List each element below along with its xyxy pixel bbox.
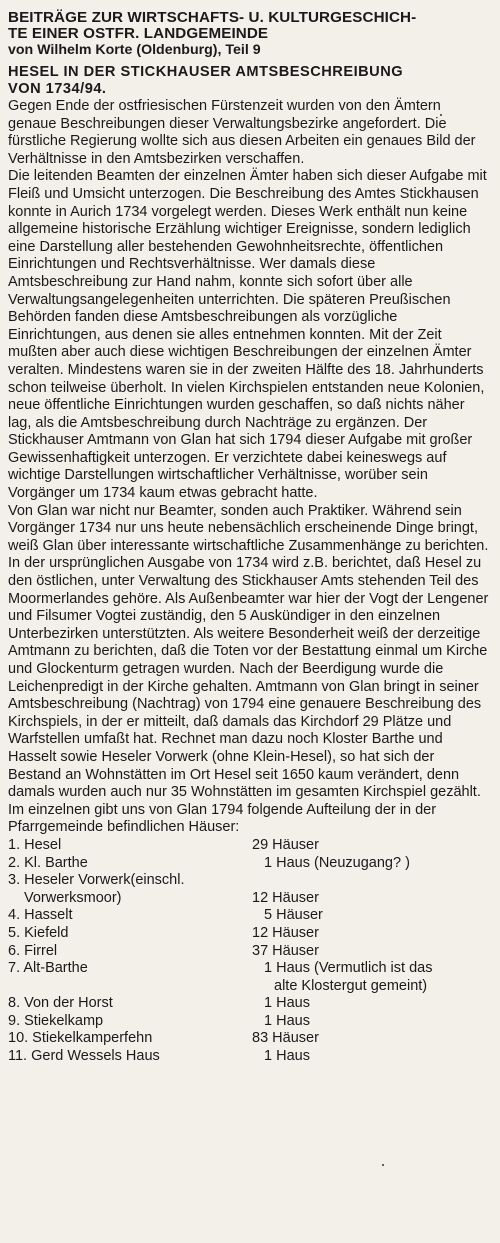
house-count: 1 Haus	[264, 1048, 310, 1065]
house-place: 2. Kl. Barthe	[8, 854, 88, 871]
paragraph-4: In der ursprünglichen Ausgabe von 1734 wird z.B. berichtet, daß Hesel zu den östlichen, unter Verwaltung des Stickhauser Amts stehenden Teil des Moormerlandes gehöre. Als Außenbeamter war hier der Vogt der Lengener und Filsumer Vogtei zuständig, den 5 Auskündiger in den einzelnen Unterbezirken unterstützten. Als weitere Besonderheit weiß der derzeitige Amtmann zu berichten, daß die Toten vor der Bestattung einmal um Kirche und Glockenturm getragen wurden. Nach der Beerdigung wurde die Leichenpredigt in der Kirche gehalten. Amtmann von Glan bringt in seiner Amtsbeschreibung (Nachtrag) von 1794 eine genauere Beschreibung des Kirchspiels, in der er mitteilt, daß damals das Kirchdorf 29 Plätze und Warfstellen umfaßt hat. Rechnet man dazu noch Kloster Barthe und Hasselt sowie Heseler Vorwerk (ohne Klein-Hesel), so hat sich der Bestand an Wohnstätten im Ort Hesel seit 1650 kaum verändert, denn damals wurden auch nur 35 Wohnstätten im gesamten Kirchspiel gezählt. Im einzelnen gibt uns von Glan 1794 folgende Aufteilung der in der Pfarrgemeinde befindlichen Häuser:	[8, 555, 489, 836]
series-title-line-2: TE EINER OSTFR. LANDGEMEINDE	[8, 25, 269, 42]
list-item	[8, 872, 490, 890]
list-item	[8, 995, 490, 1013]
list-item	[8, 907, 490, 925]
house-count: 1 Haus	[264, 1012, 310, 1029]
list-item	[8, 1030, 490, 1048]
section-title-line-2: VON 1734/94.	[8, 81, 107, 97]
paragraph-2: Die leitenden Beamten der einzelnen Ämter haben sich dieser Aufgabe mit Fleiß und Umsicht unterzogen. Die Beschreibung des Amtes Stickhausen konnte in Aurich 1734 vorgelegt werden. Dieses Werk enthält nun keine allgemeine historische Erzählung wichtiger Ereignisse, sondern lediglich eine Darstellung aller bestehenden Gewohnheitsrechte, öffentlichen Einrichtungen und Rechtsverhältnisse. Wer damals diese Amtsbeschreibung zur Hand nahm, konnte sich sofort über alle Verwaltungsangelegenheiten unterrichten. Die späteren Preußischen Behörden fanden diese Amtsbeschreibungen als vorzügliche Einrichtungen, aus denen sie alles entnehmen konnten. Mit der Zeit mußten aber auch diese wichtigen Beschreibungen der einzelnen Ämter veralten. Mindestens waren sie in der zweiten Hälfte des 18. Jahrhunderts schon teilweise überholt. In vielen Kirchspielen entstanden neue Kolonien, neue öffentliche Einrichtungen wurden geschaffen, so daß nichts näher lag, als die Amtsbeschreibung durch Nachträge zu ergänzen. Der Stickhauser Amtmann von Glan hat sich 1794 dieser Aufgabe mit großer Gewissenhaftigkeit unterzogen. Er verzichtete dabei keineswegs auf wichtige Darstellungen wirtschaftlicher Verhältnisse, worüber sein Vorgänger um 1734 kaum etwas gebracht hatte.	[8, 168, 487, 502]
house-place: 11. Gerd Wessels Haus	[8, 1048, 160, 1065]
house-place-continued: Vorwerksmoor)	[24, 889, 122, 906]
list-item	[8, 837, 490, 855]
house-note: (Vermutlich ist das	[313, 960, 433, 977]
paper-speck	[382, 1164, 384, 1166]
house-note: (Neuzugang? )	[313, 854, 410, 871]
house-place: 6. Firrel	[8, 942, 58, 959]
house-place: 10. Stiekelkamperfehn	[8, 1030, 153, 1047]
byline: von Wilhelm Korte (Oldenburg), Teil 9	[8, 42, 261, 58]
houses-list	[8, 837, 490, 1066]
house-place: 9. Stiekelkamp	[8, 1012, 104, 1029]
list-item	[8, 925, 490, 943]
list-item	[8, 960, 490, 978]
house-place: 7. Alt-Barthe	[8, 960, 88, 977]
house-count: 83 Häuser	[252, 1030, 319, 1047]
series-title-line-1: BEITRÄGE ZUR WIRTSCHAFTS- U. KULTURGESCHICH-	[8, 9, 417, 26]
list-item	[8, 943, 490, 961]
house-place: 3. Heseler Vorwerk(einschl.	[8, 872, 185, 889]
house-count: 12 Häuser	[252, 889, 319, 906]
series-title	[8, 10, 490, 42]
list-item	[8, 978, 490, 996]
list-item	[8, 1048, 490, 1066]
article-body	[8, 98, 490, 837]
house-count: 1 Haus	[264, 960, 310, 977]
section-title	[8, 64, 490, 98]
paragraph-1: Gegen Ende der ostfriesischen Fürstenzeit wurden von den Ämtern genaue Beschreibungen dieser Verwaltungsbezirke angefordert. Die fürstliche Regierung wollte sich aus diesen Arbeiten ein genaues Bild der Verhältnisse in den Amtsbezirken verschaffen.	[8, 98, 476, 167]
house-note-continued: alte Klostergut gemeint)	[274, 977, 428, 994]
paragraph-3: Von Glan war nicht nur Beamter, sonden auch Praktiker. Während sein Vorgänger 1734 nur uns heute nebensächlich erscheinende Dinge bringt, weiß Glan über interessante wirtschaftliche Zusammenhänge zu berichten.	[8, 502, 489, 554]
house-place: 1. Hesel	[8, 836, 62, 853]
list-item	[8, 1013, 490, 1031]
house-count: 1 Haus	[264, 854, 310, 871]
list-item	[8, 855, 490, 873]
house-count: 5 Häuser	[264, 907, 323, 924]
house-place: 5. Kiefeld	[8, 924, 69, 941]
house-place: 8. Von der Horst	[8, 995, 113, 1012]
paper-speck	[440, 114, 442, 116]
house-count: 37 Häuser	[252, 942, 319, 959]
house-count: 1 Haus	[264, 995, 310, 1012]
house-count: 29 Häuser	[252, 836, 319, 853]
section-title-line-1: HESEL IN DER STICKHAUSER AMTSBESCHREIBUNG	[8, 64, 404, 80]
house-place: 4. Hasselt	[8, 907, 73, 924]
house-count: 12 Häuser	[252, 924, 319, 941]
list-item	[8, 890, 490, 908]
